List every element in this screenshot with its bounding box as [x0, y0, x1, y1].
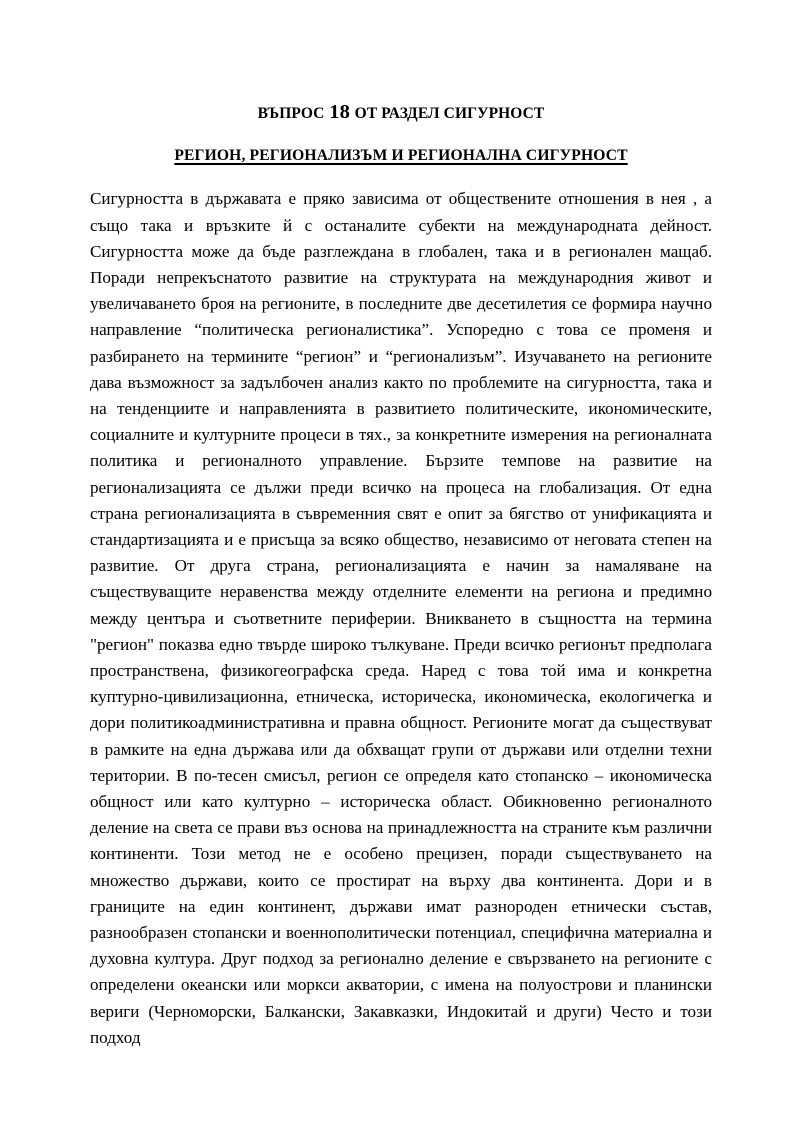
document-subtitle: РЕГИОН, РЕГИОНАЛИЗЪМ И РЕГИОНАЛНА СИГУРНОСТ	[174, 146, 628, 164]
document-body-text: Сигурността в държавата е пряко зависима от обществените отношения в нея , а също така и връзките й с останалите субекти на международната дейност. Сигурността може да бъде разглеждана в глобален, така и в регионален мащаб. Поради непрекъснатото развитие на структурата на международния живот и увеличаването броя на регионите, в последните две десетилетия се формира научно направление “политическа регионалистика”. Успоредно с това се променя и разбирането на термините “регион” и “регионализъм”. Изучаването на регионите дава възможност за задълбочен анализ както по проблемите на сигурността, така и на тенденциите и направленията в развитието политическите, икономическите, социалните и културните процеси в тях., за конкретните измерения на регионалната политика и регионалното управление. Бързите темпове на развитие на регионализацията се дължи преди всичко на процеса на глобализация. От една страна регионализацията в съвременния свят е опит за бягство от унификацията и стандартизацията и е присъща за всяко общество, независимо от неговата степен на развитие. От друга страна, регионализацията е начин за намаляване на съществуващите неравенства между отделните елементи на региона и предимно между центъра и съответните периферии. Вникването в същността на термина "регион" показва едно твърде широко тълкуване. Преди всичко регионът предполага пространствена, физикогеографска среда. Наред с това той има и конкретна куптурно-цивилизационна, етническа, историческа, икономическа, екологичегка и дори политикоадминистративна и правна общност. Регионите могат да съществуват в рамките на една държава или да обхващат групи от държави или отделни техни територии. В по-тесен смисъл, регион се определя като стопанско – икономическа общност или като културно – историческа област. Обикновенно регионалното деление на света се прави въз основа на принадлежността на страните към различни континенти. Този метод не е особено прецизен, поради съществуването на множество държави, които се простират на върху два континента. Дори и в границите на един континент, държави имат разнороден етнически състав, разнообразен стопански и военнополитически потенциал, специфична материална и духовна култура. Друг подход за регионално деление е свързването на регионите с определени океански или моркси акватории, с имена на полуострови и планински вериги (Черноморски, Балкански, Закавказки, Индокитай и други) Често и този подход	[90, 189, 712, 1047]
document-content	[90, 0, 712, 1051]
document-title	[90, 0, 712, 126]
document-body-paragraph	[90, 165, 712, 1051]
document-title-number: 18	[329, 101, 350, 123]
document-title-prefix: ВЪПРОС	[257, 105, 325, 122]
document-title-suffix: ОТ РАЗДЕЛ СИГУРНОСТ	[354, 105, 545, 122]
